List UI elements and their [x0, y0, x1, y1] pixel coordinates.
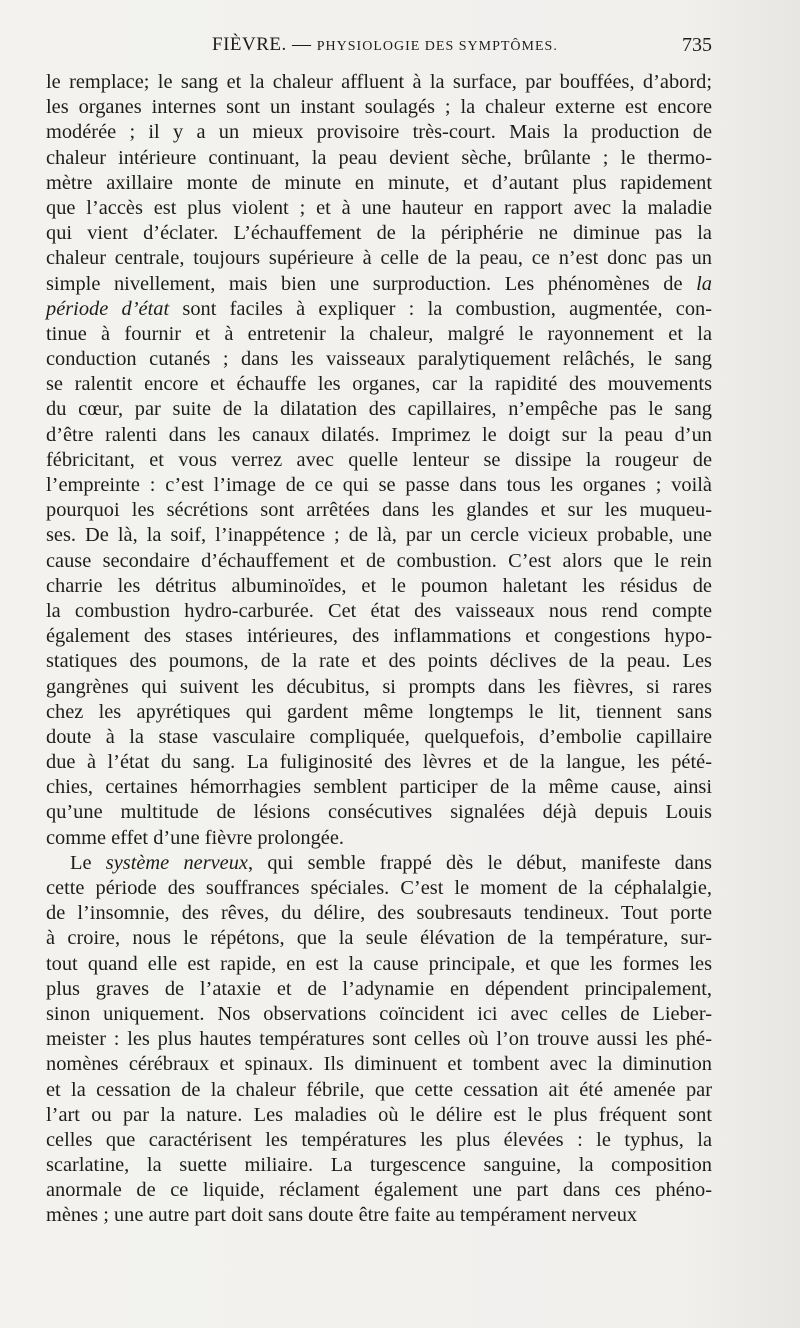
text-line: l’empreinte : c’est l’image de ce qui se passe dans tous les organes ; voilà	[46, 474, 712, 496]
text-line: celles que caractérisent les températures les plus élevées : le typhus, la	[46, 1128, 712, 1151]
text-line: à croire, nous le répétons, que la seule élévation de la température, sur-	[46, 927, 712, 950]
text-line: chez les apyrétiques qui gardent même longtemps le lit, tiennent sans	[46, 700, 712, 723]
text-line: chaleur centrale, toujours supérieure à celle de la peau, ce n’est donc pas un	[46, 247, 712, 270]
title-dash: —	[286, 34, 317, 55]
text-line: pourquoi les sécrétions sont arrêtées dans les glandes et sur les muqueu-	[46, 499, 712, 522]
text-line: doute à la stase vasculaire compliquée, quelquefois, d’embolie capillaire	[46, 725, 712, 748]
title-subtitle: PHYSIOLOGIE DES SYMPTÔMES.	[316, 39, 558, 54]
text-line: comme effet d’une fièvre prolongée.	[46, 826, 344, 849]
text-line: cause secondaire d’échauffement et de combustion. C’est alors que le rein	[46, 549, 712, 572]
text-line: due à l’état du sang. La fuliginosité des lèvres et de la langue, les pété-	[46, 751, 712, 774]
text-line: fébricitant, et vous verrez avec quelle lenteur se dissipe la rougeur de	[46, 448, 712, 471]
body-text	[46, 70, 712, 1229]
text-line: d’être ralenti dans les canaux dilatés. Imprimez le doigt sur la peau d’un	[46, 423, 712, 446]
text-line: les organes internes sont un instant soulagés ; la chaleur externe est encore	[46, 96, 712, 119]
text-line: anormale de ce liquide, réclament également une part dans ces phéno-	[46, 1179, 712, 1202]
text-line: tinue à fournir et à entretenir la chaleur, malgré le rayonnement et la	[46, 322, 712, 345]
text-line: Le système nerveux, qui semble frappé dès le début, manifeste dans	[70, 851, 712, 874]
text-line: sinon uniquement. Nos observations coïncident ici avec celles de Lieber-	[46, 1002, 712, 1025]
text-line: l’art ou par la nature. Les maladies où le délire est le plus fréquent sont	[46, 1103, 712, 1126]
text-line: plus graves de l’ataxie et de l’adynamie en dépendent principalement,	[46, 977, 712, 1000]
text-line: scarlatine, la suette miliaire. La turgescence sanguine, la composition	[46, 1154, 712, 1177]
text-line: simple nivellement, mais bien une surproduction. Les phénomènes de la	[46, 272, 712, 295]
text-line: que l’accès est plus violent ; et à une hauteur en rapport avec la maladie	[46, 196, 712, 219]
text-line: cette période des souffrances spéciales. C’est le moment de la céphalalgie,	[46, 877, 712, 899]
text-line: statiques des poumons, de la rate et des points déclives de la peau. Les	[46, 650, 712, 673]
text-line: mètre axillaire monte de minute en minute, et d’autant plus rapidement	[46, 171, 712, 194]
text-line: mènes ; une autre part doit sans doute être faite au tempérament nerveux	[46, 1204, 638, 1227]
text-line: qu’une multitude de lésions consécutives signalées déjà depuis Louis	[46, 801, 712, 824]
text-line: qui vient d’éclater. L’échauffement de la périphérie ne diminue pas la	[46, 222, 712, 245]
running-title	[212, 34, 558, 56]
text-line: ses. De là, la soif, l’inappétence ; de là, par un cercle vicieux probable, une	[46, 524, 712, 547]
text-line: de l’insomnie, des rêves, du délire, des soubresauts tendineux. Tout porte	[46, 902, 712, 925]
text-line: également des stases intérieures, des inflammations et congestions hypo-	[46, 625, 712, 648]
text-line: le remplace; le sang et la chaleur affluent à la surface, par bouffées, d’abord;	[46, 71, 712, 93]
text-line: période d’état sont faciles à expliquer : la combustion, augmentée, con-	[46, 297, 713, 320]
text-line: meister : les plus hautes températures sont celles où l’on trouve aussi les phé-	[46, 1028, 712, 1051]
text-line: nomènes cérébraux et spinaux. Ils diminuent et tombent avec la diminution	[46, 1053, 712, 1076]
text-line: tout quand elle est rapide, en est la cause principale, et que les formes les	[46, 952, 712, 975]
text-line: charrie les détritus albuminoïdes, et le poumon haletant les résidus de	[46, 574, 712, 597]
text-line: gangrènes qui suivent les décubitus, si prompts dans les fièvres, si rares	[46, 675, 712, 698]
text-line: du cœur, par suite de la dilatation des capillaires, n’empêche pas le sang	[46, 398, 712, 421]
text-line: chaleur intérieure continuant, la peau devient sèche, brûlante ; le thermo-	[46, 146, 712, 169]
text-line: se ralentit encore et échauffe les organes, car la rapidité des mouvements	[46, 373, 712, 396]
text-line: et la cessation de la chaleur fébrile, que cette cessation ait été amenée par	[46, 1078, 712, 1101]
text-line: conduction cutanés ; dans les vaisseaux paralytiquement relâchés, le sang	[46, 348, 712, 371]
text-line: la combustion hydro-carburée. Cet état des vaisseaux nous rend compte	[46, 599, 712, 622]
title-main: FIÈVRE.	[212, 34, 287, 55]
text-line: chies, certaines hémorrhagies semblent participer de la même cause, ainsi	[46, 776, 712, 799]
text-line: modérée ; il y a un mieux provisoire très-court. Mais la production de	[46, 121, 712, 144]
page-number: 735	[682, 34, 712, 56]
running-header	[46, 34, 712, 64]
